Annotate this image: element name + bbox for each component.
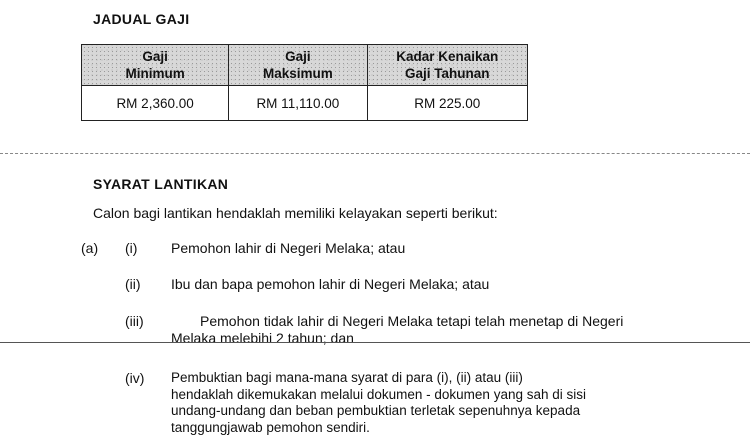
item-text: Pemohon tidak lahir di Negeri Melaka tetapi telah menetap di Negeri bbox=[200, 313, 623, 329]
page-break-line bbox=[0, 153, 750, 154]
min-salary-value: RM 2,360.00 bbox=[82, 86, 229, 121]
header-annual-increment bbox=[367, 45, 527, 86]
item-text-continuation: Melaka melebihi 2 tahun; dan bbox=[171, 330, 354, 346]
header-max-salary-line1: Gaji bbox=[285, 49, 311, 64]
header-annual-increment-line1: Kadar Kenaikan bbox=[396, 49, 498, 64]
salary-table bbox=[81, 44, 528, 121]
header-max-salary bbox=[229, 45, 367, 86]
item-text: Ibu dan bapa pemohon lahir di Negeri Melaka; atau bbox=[171, 276, 489, 292]
header-min-salary-line2: Minimum bbox=[125, 66, 184, 81]
item-text-line: undang-undang dan beban pembuktian terletak sepenuhnya kepada bbox=[171, 403, 643, 420]
item-text-line: Pembuktian bagi mana-mana syarat di para (i), (ii) atau (iii) bbox=[171, 370, 643, 387]
salary-table-header-row bbox=[82, 45, 528, 86]
item-number: (iv) bbox=[125, 370, 144, 386]
requirements-intro: Calon bagi lantikan hendaklah memiliki kelayakan seperti berikut: bbox=[93, 205, 498, 221]
item-text: Pemohon lahir di Negeri Melaka; atau bbox=[171, 240, 405, 256]
requirements-heading: SYARAT LANTIKAN bbox=[93, 176, 228, 192]
salary-table-row bbox=[82, 86, 528, 121]
salary-heading: JADUAL GAJI bbox=[93, 11, 189, 27]
para-label-a: (a) bbox=[81, 240, 98, 256]
header-annual-increment-line2: Gaji Tahunan bbox=[405, 66, 490, 81]
item-text-line: hendaklah dikemukakan melalui dokumen - dokumen yang sah di sisi bbox=[171, 387, 643, 404]
header-min-salary bbox=[82, 45, 229, 86]
header-min-salary-line1: Gaji bbox=[142, 49, 168, 64]
header-max-salary-line2: Maksimum bbox=[263, 66, 333, 81]
scan-line bbox=[0, 342, 750, 343]
item-text-line: tanggungjawab pemohon sendiri. bbox=[171, 420, 643, 436]
item-number: (i) bbox=[125, 240, 137, 256]
item-number: (iii) bbox=[125, 313, 144, 329]
annual-increment-value: RM 225.00 bbox=[367, 86, 527, 121]
item-text-block bbox=[171, 370, 643, 436]
max-salary-value: RM 11,110.00 bbox=[229, 86, 367, 121]
item-number: (ii) bbox=[125, 276, 141, 292]
